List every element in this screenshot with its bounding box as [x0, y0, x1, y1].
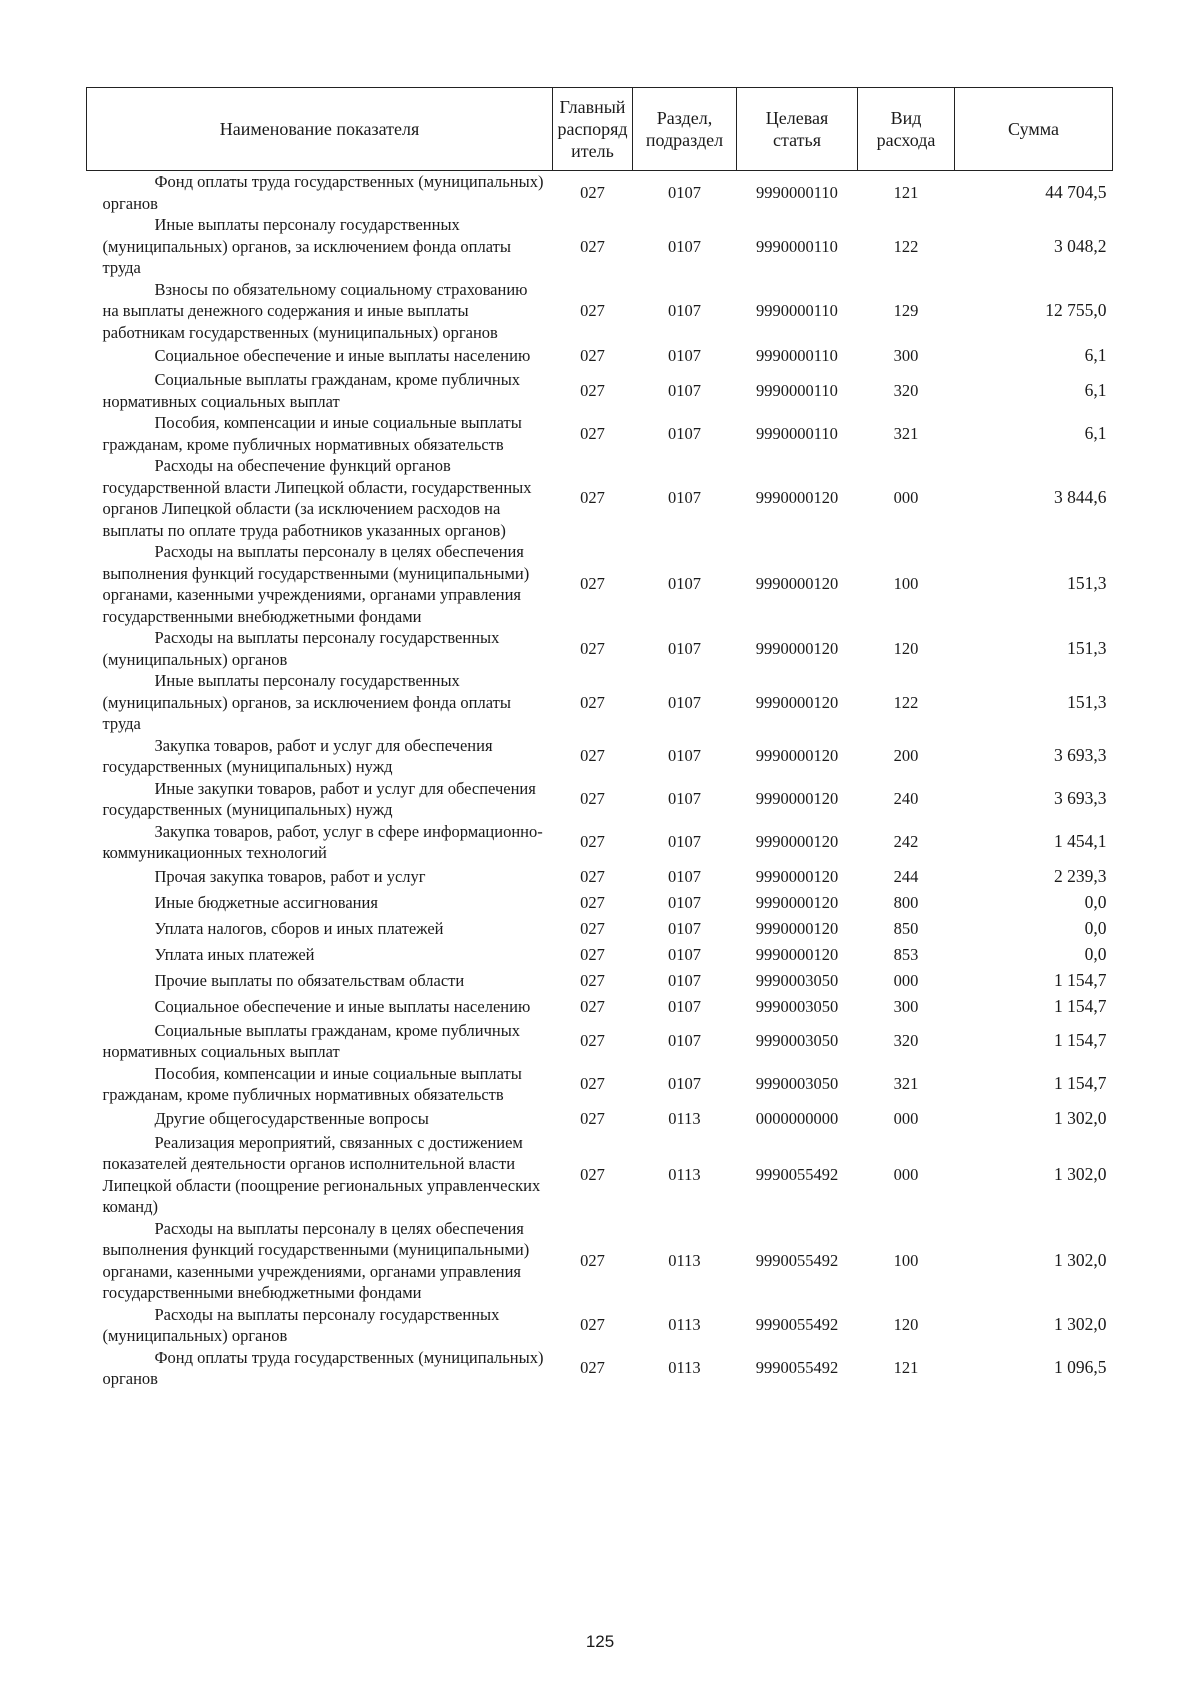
- table-row: [87, 369, 1113, 412]
- cell-admin: 027: [580, 346, 605, 366]
- cell-type: 320: [893, 1031, 919, 1051]
- cell-name: Фонд оплаты труда государственных (муниципальных) органов: [102, 172, 544, 213]
- cell-sum: 151,3: [1067, 573, 1107, 594]
- cell-name: Иные закупки товаров, работ и услуг для обеспечения государственных (муниципальных) нужд: [102, 778, 536, 819]
- cell-name: Взносы по обязательному социальному страхованию на выплаты денежного содержания и иные выплаты работникам государственных (муниципальных) органов: [102, 279, 528, 342]
- cell-target: 9990000110: [756, 346, 838, 366]
- cell-admin: 027: [580, 789, 605, 809]
- cell-type: 122: [893, 236, 919, 256]
- table-row: [87, 968, 1113, 994]
- cell-admin: 027: [580, 380, 605, 400]
- cell-section: 0107: [668, 1031, 701, 1051]
- cell-section: 0113: [668, 1315, 701, 1335]
- cell-target: 9990003050: [755, 1074, 839, 1094]
- cell-type: 244: [893, 866, 919, 886]
- cell-sum: 1 454,1: [1054, 831, 1107, 852]
- cell-name: Иные бюджетные ассигнования: [154, 892, 378, 912]
- header-type: Вид расхода: [858, 88, 955, 171]
- cell-admin: 027: [580, 182, 605, 202]
- table-row: [87, 1132, 1113, 1218]
- cell-type: 200: [893, 746, 919, 766]
- cell-section: 0107: [668, 789, 701, 809]
- cell-admin: 027: [580, 1108, 605, 1128]
- cell-type: 120: [893, 638, 919, 658]
- table-body: [87, 171, 1113, 1390]
- cell-section: 0107: [668, 866, 701, 886]
- cell-name: Расходы на выплаты персоналу государственных (муниципальных) органов: [102, 1304, 500, 1345]
- cell-target: 9990000110: [756, 182, 838, 202]
- cell-sum: 2 239,3: [1054, 865, 1107, 886]
- cell-target: 9990000120: [755, 638, 839, 658]
- table-row: [87, 1218, 1113, 1304]
- cell-sum: 151,3: [1067, 691, 1107, 712]
- table-row: [87, 942, 1113, 968]
- cell-name: Расходы на выплаты персоналу государственных (муниципальных) органов: [102, 628, 500, 669]
- cell-name: Другие общегосударственные вопросы: [154, 1108, 429, 1128]
- cell-section: 0113: [668, 1164, 701, 1184]
- cell-admin: 027: [580, 692, 605, 712]
- cell-type: 120: [893, 1315, 919, 1335]
- header-name: Наименование показателя: [87, 88, 553, 171]
- cell-sum: 3 693,3: [1054, 745, 1107, 766]
- cell-name: Социальное обеспечение и иные выплаты населению: [154, 346, 531, 366]
- cell-sum: 0,0: [1084, 943, 1107, 964]
- cell-type: 800: [893, 892, 919, 912]
- cell-target: 9990000120: [755, 892, 839, 912]
- cell-sum: 0,0: [1084, 891, 1107, 912]
- cell-sum: 12 755,0: [1045, 300, 1107, 320]
- cell-section: 0107: [668, 488, 701, 508]
- cell-name: Социальные выплаты гражданам, кроме публичных нормативных социальных выплат: [102, 370, 521, 411]
- table-row: [87, 171, 1113, 215]
- cell-admin: 027: [580, 866, 605, 886]
- table-header-row: [87, 88, 1113, 171]
- header-admin: Главный распоряд итель: [553, 88, 633, 171]
- cell-section: 0107: [668, 692, 701, 712]
- cell-sum: 6,1: [1084, 379, 1107, 400]
- cell-name: Реализация мероприятий, связанных с достижением показателей деятельности органов исполнительной власти Липецкой области (поощрение региональных управленческих команд): [102, 1132, 541, 1216]
- cell-type: 321: [893, 1074, 919, 1094]
- table-row: [87, 890, 1113, 916]
- cell-admin: 027: [580, 1164, 605, 1184]
- table-row: [87, 735, 1113, 778]
- cell-target: 0000000000: [755, 1108, 839, 1128]
- cell-target: 9990000110: [756, 236, 838, 256]
- cell-target: 9990000120: [755, 832, 839, 852]
- cell-name: Пособия, компенсации и иные социальные выплаты гражданам, кроме публичных нормативных обязательств: [102, 413, 522, 454]
- cell-type: 321: [893, 423, 919, 443]
- cell-target: 9990000120: [755, 866, 839, 886]
- cell-name: Иные выплаты персоналу государственных (муниципальных) органов, за исключением фонда оплаты труда: [102, 671, 511, 733]
- cell-sum: 1 302,0: [1054, 1249, 1107, 1270]
- cell-section: 0107: [668, 944, 701, 964]
- cell-name: Расходы на выплаты персоналу в целях обеспечения выполнения функций государственными (муниципальными) органами, казенными учреждениями, органами управления государственными внебюджетными фондами: [102, 1218, 530, 1302]
- cell-name: Фонд оплаты труда государственных (муниципальных) органов: [102, 1347, 544, 1388]
- cell-type: 129: [893, 301, 919, 320]
- cell-target: 9990055492: [755, 1164, 839, 1184]
- cell-target: 9990003050: [755, 1031, 839, 1051]
- cell-admin: 027: [580, 1250, 605, 1270]
- table-row: [87, 864, 1113, 890]
- cell-admin: 027: [580, 488, 605, 508]
- cell-name: Пособия, компенсации и иные социальные выплаты гражданам, кроме публичных нормативных обязательств: [102, 1063, 522, 1104]
- cell-name: Прочие выплаты по обязательствам области: [154, 970, 465, 990]
- cell-sum: 1 302,0: [1054, 1163, 1107, 1184]
- cell-sum: 1 302,0: [1054, 1107, 1107, 1128]
- cell-section: 0107: [668, 346, 701, 366]
- table-row: [87, 1020, 1113, 1063]
- cell-name: Расходы на обеспечение функций органов государственной власти Липецкой области, государственных органов Липецкой области (за исключением расходов на выплаты по оплате труда работников указанных органов): [102, 456, 532, 540]
- table-row: [87, 1347, 1113, 1390]
- cell-section: 0107: [668, 746, 701, 766]
- cell-admin: 027: [580, 1315, 605, 1335]
- cell-target: 9990000120: [755, 692, 839, 712]
- cell-admin: 027: [580, 944, 605, 964]
- cell-admin: 027: [580, 832, 605, 852]
- table-row: [87, 455, 1113, 541]
- cell-sum: 44 704,5: [1045, 181, 1107, 202]
- cell-section: 0113: [668, 1250, 701, 1270]
- cell-section: 0107: [668, 832, 701, 852]
- table-row: [87, 821, 1113, 864]
- cell-target: 9990000120: [755, 944, 839, 964]
- table-row: [87, 994, 1113, 1020]
- table-row: [87, 214, 1113, 279]
- table-row: [87, 1063, 1113, 1106]
- cell-type: 853: [893, 944, 919, 964]
- cell-sum: 151,3: [1067, 637, 1107, 658]
- cell-sum: 1 096,5: [1054, 1357, 1107, 1378]
- cell-admin: 027: [580, 236, 605, 256]
- cell-sum: 3 844,6: [1054, 487, 1107, 508]
- cell-name: Закупка товаров, работ и услуг для обеспечения государственных (муниципальных) нужд: [102, 735, 493, 776]
- cell-target: 9990000120: [755, 488, 839, 508]
- cell-type: 240: [893, 789, 919, 809]
- cell-admin: 027: [580, 301, 605, 320]
- header-target: Целевая статья: [737, 88, 858, 171]
- cell-sum: 3 048,2: [1054, 235, 1107, 256]
- cell-section: 0107: [668, 574, 701, 594]
- cell-sum: 6,1: [1084, 345, 1107, 366]
- cell-target: 9990055492: [755, 1358, 839, 1378]
- cell-admin: 027: [580, 892, 605, 912]
- cell-target: 9990003050: [755, 996, 839, 1016]
- cell-type: 000: [893, 970, 919, 990]
- cell-type: 300: [893, 346, 919, 366]
- cell-name: Прочая закупка товаров, работ и услуг: [154, 866, 426, 886]
- cell-admin: 027: [580, 1358, 605, 1378]
- cell-target: 9990000120: [755, 746, 839, 766]
- cell-target: 9990000120: [755, 918, 839, 938]
- cell-name: Закупка товаров, работ, услуг в сфере информационно-коммуникационных технологий: [102, 821, 543, 862]
- cell-type: 122: [893, 692, 919, 712]
- table-row: [87, 541, 1113, 627]
- cell-admin: 027: [580, 970, 605, 990]
- cell-sum: 1 154,7: [1054, 969, 1107, 990]
- cell-admin: 027: [580, 574, 605, 594]
- cell-section: 0107: [668, 1074, 701, 1094]
- table-row: [87, 412, 1113, 455]
- cell-name: Социальное обеспечение и иные выплаты населению: [154, 996, 531, 1016]
- table-row: [87, 1304, 1113, 1347]
- cell-name: Иные выплаты персоналу государственных (муниципальных) органов, за исключением фонда оплаты труда: [102, 215, 511, 277]
- cell-target: 9990000110: [756, 423, 838, 443]
- table-row: [87, 627, 1113, 670]
- cell-sum: 0,0: [1084, 917, 1107, 938]
- page-number: 125: [585, 1632, 615, 1651]
- cell-section: 0113: [668, 1358, 701, 1378]
- table-row: [87, 778, 1113, 821]
- cell-section: 0107: [668, 380, 701, 400]
- cell-type: 100: [893, 1250, 919, 1270]
- cell-section: 0107: [668, 892, 701, 912]
- budget-table: [86, 87, 1113, 1390]
- cell-target: 9990000120: [755, 789, 839, 809]
- cell-section: 0107: [668, 970, 701, 990]
- cell-target: 9990055492: [755, 1315, 839, 1335]
- cell-type: 320: [893, 380, 919, 400]
- cell-type: 000: [893, 1164, 919, 1184]
- header-sum: Сумма: [955, 88, 1113, 171]
- cell-admin: 027: [580, 746, 605, 766]
- cell-admin: 027: [580, 996, 605, 1016]
- cell-admin: 027: [580, 918, 605, 938]
- cell-section: 0107: [668, 182, 701, 202]
- cell-sum: 1 154,7: [1054, 995, 1107, 1016]
- cell-section: 0107: [668, 638, 701, 658]
- cell-name: Уплата иных платежей: [154, 944, 315, 964]
- cell-sum: 1 154,7: [1054, 1030, 1107, 1051]
- cell-section: 0107: [668, 301, 701, 320]
- cell-sum: 1 154,7: [1054, 1073, 1107, 1094]
- cell-type: 121: [893, 1358, 919, 1378]
- table-row: [87, 279, 1113, 344]
- cell-target: 9990000110: [756, 301, 838, 320]
- cell-type: 242: [893, 832, 919, 852]
- cell-target: 9990000110: [756, 380, 838, 400]
- cell-type: 000: [893, 488, 919, 508]
- cell-admin: 027: [580, 1031, 605, 1051]
- header-section: Раздел, подраздел: [633, 88, 737, 171]
- cell-name: Социальные выплаты гражданам, кроме публичных нормативных социальных выплат: [102, 1020, 521, 1061]
- budget-table-container: [86, 87, 1112, 1390]
- cell-sum: 1 302,0: [1054, 1314, 1107, 1335]
- table-row: [87, 343, 1113, 369]
- table-row: [87, 916, 1113, 942]
- cell-name: Расходы на выплаты персоналу в целях обеспечения выполнения функций государственными (муниципальными) органами, казенными учреждениями, органами управления государственными внебюджетными фондами: [102, 542, 530, 626]
- cell-type: 850: [893, 918, 919, 938]
- cell-admin: 027: [580, 638, 605, 658]
- cell-admin: 027: [580, 1074, 605, 1094]
- cell-type: 100: [893, 574, 919, 594]
- cell-section: 0107: [668, 236, 701, 256]
- cell-name: Уплата налогов, сборов и иных платежей: [154, 918, 444, 938]
- cell-admin: 027: [580, 423, 605, 443]
- cell-target: 9990055492: [755, 1250, 839, 1270]
- cell-type: 000: [893, 1108, 919, 1128]
- cell-section: 0107: [668, 996, 701, 1016]
- cell-section: 0113: [668, 1108, 701, 1128]
- cell-sum: 3 693,3: [1054, 788, 1107, 809]
- cell-type: 300: [893, 996, 919, 1016]
- cell-section: 0107: [668, 423, 701, 443]
- table-row: [87, 1106, 1113, 1132]
- cell-sum: 6,1: [1084, 422, 1107, 443]
- cell-section: 0107: [668, 918, 701, 938]
- table-row: [87, 670, 1113, 735]
- cell-target: 9990003050: [755, 970, 839, 990]
- cell-type: 121: [893, 182, 919, 202]
- cell-target: 9990000120: [755, 574, 839, 594]
